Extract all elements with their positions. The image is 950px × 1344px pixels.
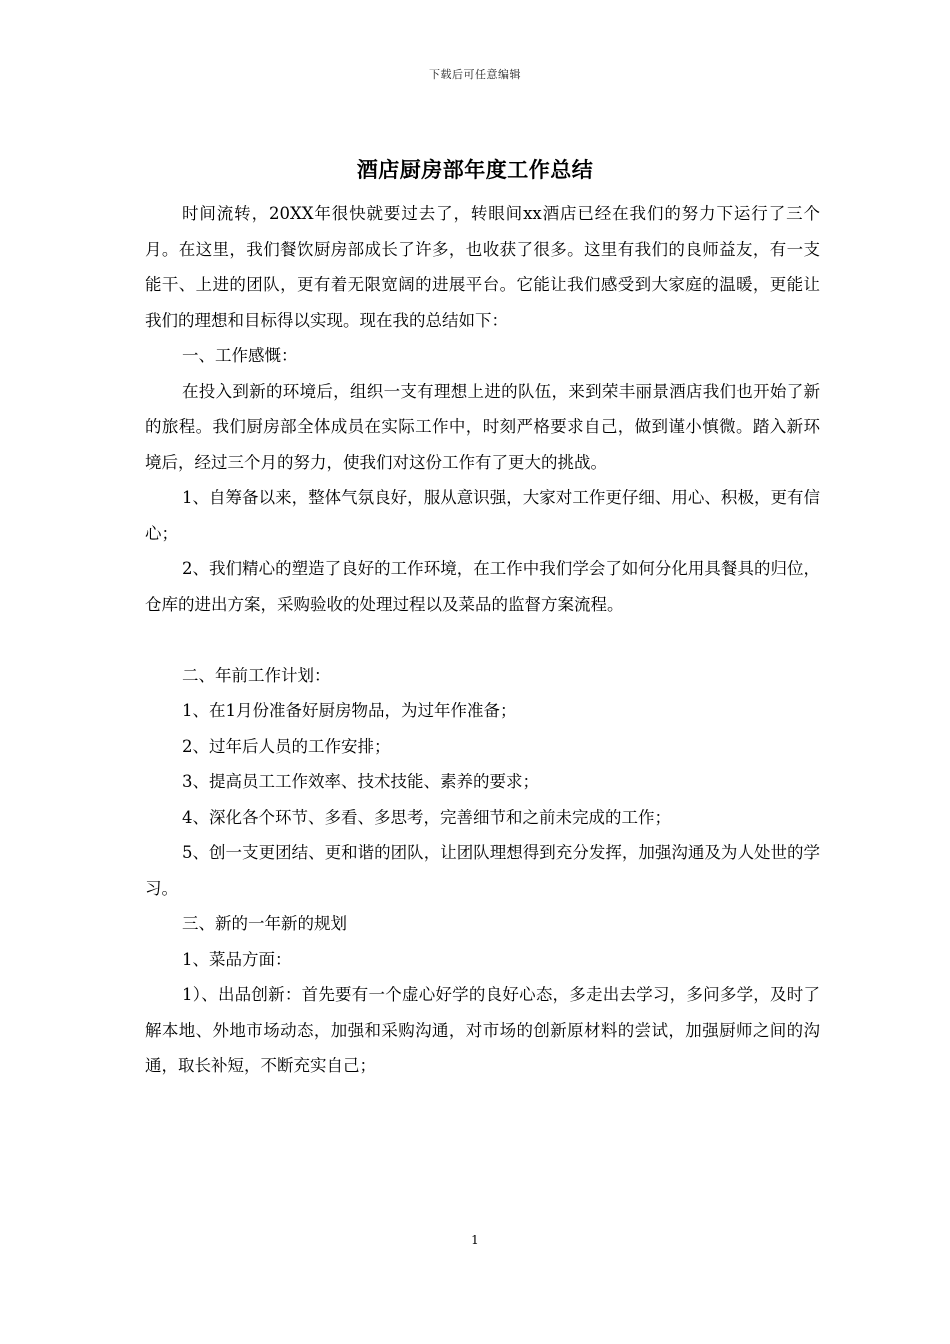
section1-paragraph: 在投入到新的环境后，组织一支有理想上进的队伍，来到荣丰丽景酒店我们也开始了新的旅程。我们厨房部全体成员在实际工作中，时刻严格要求自己，做到谨小慎微。踏入新环境后，经过三个月的努力，使我们对这份工作有了更大的挑战。 [145,381,820,472]
section2-heading: 二、年前工作计划： [182,665,331,685]
section1-item-2: 2、我们精心的塑造了良好的工作环境，在工作中我们学会了如何分化用具餐具的归位，仓库的进出方案，采购验收的处理过程以及菜品的监督方案流程。 [145,559,820,614]
blank-line [145,622,820,658]
section3-sub1-item-1: 1）、出品创新：首先要有一个虚心好学的良好心态，多走出去学习，多问多学，及时了解本地、外地市场动态，加强和采购沟通，对市场的创新原材料的尝试，加强厨师之间的沟通，取长补短，不断充实自己； [145,985,820,1075]
section2-item-3: 3、提高员工工作效率、技术技能、素养的要求； [182,772,539,791]
section2-item-2: 2、过年后人员的工作安排； [182,736,391,756]
intro-paragraph: 时间流转，20XX年很快就要过去了，转眼间xx酒店已经在我们的努力下运行了三个月。在这里，我们餐饮厨房部成长了许多，也收获了很多。这里有我们的良师益友，有一支能干、上进的团队，更有着无限宽阔的进展平台。它能让我们感受到大家庭的温暖，更能让我们的理想和目标得以实现。现在我的总结如下： [145,204,820,330]
section2-item-4: 4、深化各个环节、多看、多思考，完善细节和之前未完成的工作； [182,807,671,827]
header-note: 下载后可任意编辑 [429,68,521,81]
section3-heading: 三、新的一年新的规划 [182,914,347,933]
section2-item-5: 5、创一支更团结、更和谐的团队，让团队理想得到充分发挥，加强沟通及为人处世的学习。 [145,843,820,898]
section1-item-1: 1、自筹备以来，整体气氛良好，服从意识强，大家对工作更仔细、用心、积极，更有信心； [145,488,820,543]
document-title: 酒店厨房部年度工作总结 [356,157,594,182]
section2-item-1: 1、在1月份准备好厨房物品，为过年作准备； [182,701,517,720]
document-body [145,196,820,1084]
section3-subheading-1: 1、菜品方面： [182,949,292,969]
page-number: 1 [471,1233,479,1247]
section1-heading: 一、工作感慨： [182,346,298,365]
